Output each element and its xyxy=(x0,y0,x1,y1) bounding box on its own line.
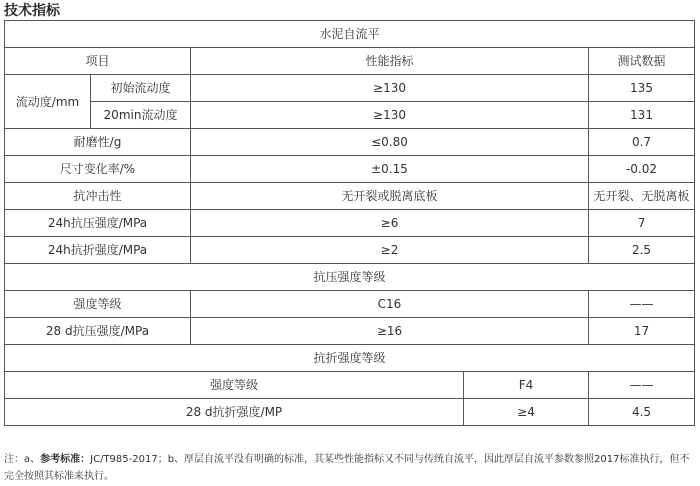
row-measured: 0.7 xyxy=(589,129,695,156)
table-row xyxy=(5,210,695,237)
row-item: 强度等级 xyxy=(5,291,191,318)
table-row xyxy=(5,237,695,264)
header-item: 项目 xyxy=(5,48,191,75)
footnote-prefix: 注：a、 xyxy=(4,454,41,465)
flexural-section-label: 抗折强度等级 xyxy=(5,345,695,372)
row-item: 28 d抗压强度/MPa xyxy=(5,318,191,345)
row-measured: 135 xyxy=(589,75,695,102)
row-spec: 无开裂或脱离底板 xyxy=(191,183,589,210)
row-measured: —— xyxy=(589,291,695,318)
row-measured: 17 xyxy=(589,318,695,345)
table-row xyxy=(5,102,695,129)
table-row xyxy=(5,129,695,156)
spec-table xyxy=(4,20,695,426)
row-measured: 无开裂、无脱离板 xyxy=(589,183,695,210)
section-title: 技术指标 xyxy=(4,3,60,19)
table-row xyxy=(5,318,695,345)
row-spec: F4 xyxy=(464,372,589,399)
row-measured: 2.5 xyxy=(589,237,695,264)
row-spec: ±0.15 xyxy=(191,156,589,183)
row-measured: -0.02 xyxy=(589,156,695,183)
table-row xyxy=(5,372,695,399)
table-row xyxy=(5,183,695,210)
row-item: 抗冲击性 xyxy=(5,183,191,210)
row-spec: ≤0.80 xyxy=(191,129,589,156)
footnote-reference-label: 参考标准： xyxy=(40,454,91,465)
table-row xyxy=(5,75,695,102)
compressive-section-label: 抗压强度等级 xyxy=(5,264,695,291)
row-spec: C16 xyxy=(191,291,589,318)
table-row xyxy=(5,156,695,183)
flow-group-label: 流动度/mm xyxy=(5,75,91,129)
footnote xyxy=(4,451,696,485)
row-measured: 131 xyxy=(589,102,695,129)
section-row xyxy=(5,264,695,291)
row-item: 20min流动度 xyxy=(91,102,191,129)
row-item: 强度等级 xyxy=(5,372,464,399)
row-measured: —— xyxy=(589,372,695,399)
header-spec: 性能指标 xyxy=(191,48,589,75)
table-row xyxy=(5,399,695,426)
table-caption: 水泥自流平 xyxy=(5,21,695,48)
row-item: 24h抗压强度/MPa xyxy=(5,210,191,237)
row-spec: ≥4 xyxy=(464,399,589,426)
row-item: 尺寸变化率/% xyxy=(5,156,191,183)
row-spec: ≥130 xyxy=(191,102,589,129)
row-item: 28 d抗折强度/MP xyxy=(5,399,464,426)
section-row xyxy=(5,345,695,372)
row-item: 24h抗折强度/MPa xyxy=(5,237,191,264)
footnote-text: JC/T985-2017；b、厚层自流平没有明确的标准，其某些性能指标又不同与传统自流平，因此厚层自流平参数参照2017标准执行，但不完全按照其标准来执行。 xyxy=(4,454,690,482)
row-item: 耐磨性/g xyxy=(5,129,191,156)
row-spec: ≥6 xyxy=(191,210,589,237)
table-row xyxy=(5,291,695,318)
header-row xyxy=(5,48,695,75)
row-measured: 7 xyxy=(589,210,695,237)
row-measured: 4.5 xyxy=(589,399,695,426)
row-spec: ≥2 xyxy=(191,237,589,264)
row-spec: ≥130 xyxy=(191,75,589,102)
table-caption-row xyxy=(5,21,695,48)
row-item: 初始流动度 xyxy=(91,75,191,102)
row-spec: ≥16 xyxy=(191,318,589,345)
header-measured: 测试数据 xyxy=(589,48,695,75)
